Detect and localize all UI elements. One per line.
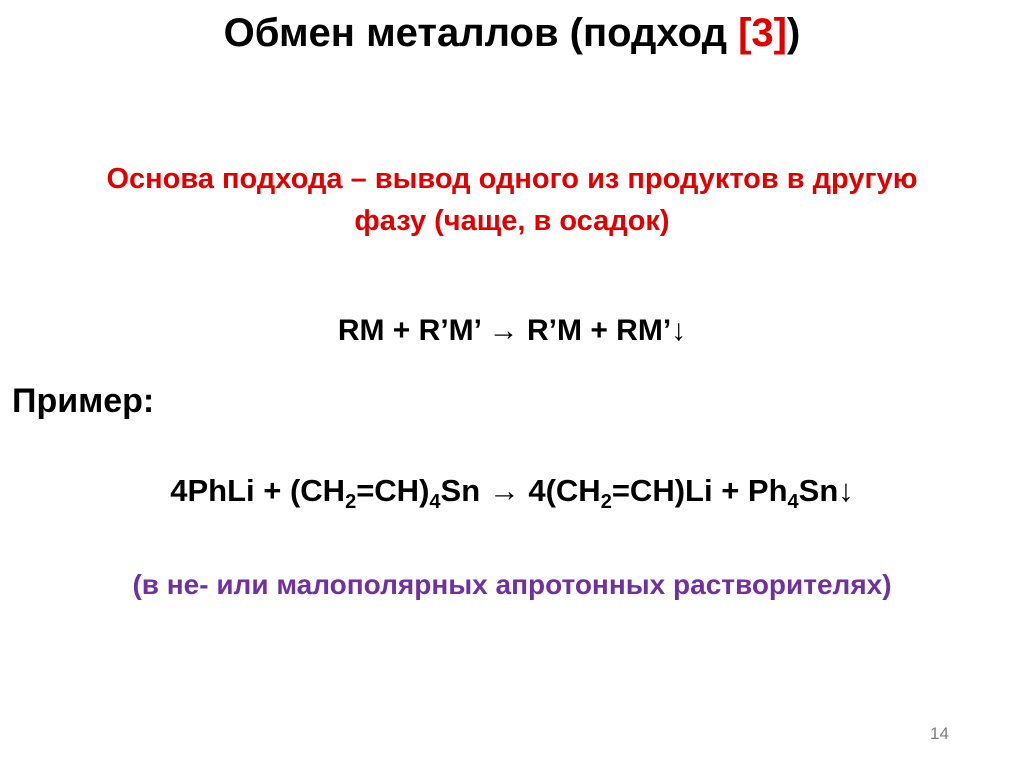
approach-basis-line-2: фазу (чаще, в осадок): [354, 205, 670, 237]
general-equation: RM + R’M’ → R’M + RM’↓: [337, 314, 687, 347]
slide-title: [0, 8, 1024, 58]
equation-subscript: 4: [787, 491, 799, 513]
approach-basis-text: [20, 158, 1004, 242]
equation-part: =CH): [356, 473, 430, 508]
approach-basis-line-1: Основа подхода – вывод одного из продуктов в другую: [106, 163, 918, 195]
example-equation: [0, 468, 1024, 514]
slide-title-reference: [3]: [738, 11, 787, 55]
equation-part: 4PhLi + (CH: [170, 473, 346, 508]
equation-subscript: 4: [429, 491, 441, 513]
equation-part: Sn↓: [798, 473, 854, 508]
equation-subscript: 2: [345, 491, 357, 513]
slide-title-text: Обмен металлов (подход: [223, 11, 739, 55]
example-label: Пример:: [12, 382, 155, 420]
page-number: 14: [930, 724, 949, 743]
equation-part: Sn → 4(CH: [440, 473, 601, 508]
slide-title-close: ): [786, 11, 801, 55]
solvent-note: (в не- или малополярных апротонных растворителях): [132, 569, 892, 600]
equation-subscript: 2: [600, 491, 612, 513]
equation-part: =CH)Li + Ph: [611, 473, 788, 508]
